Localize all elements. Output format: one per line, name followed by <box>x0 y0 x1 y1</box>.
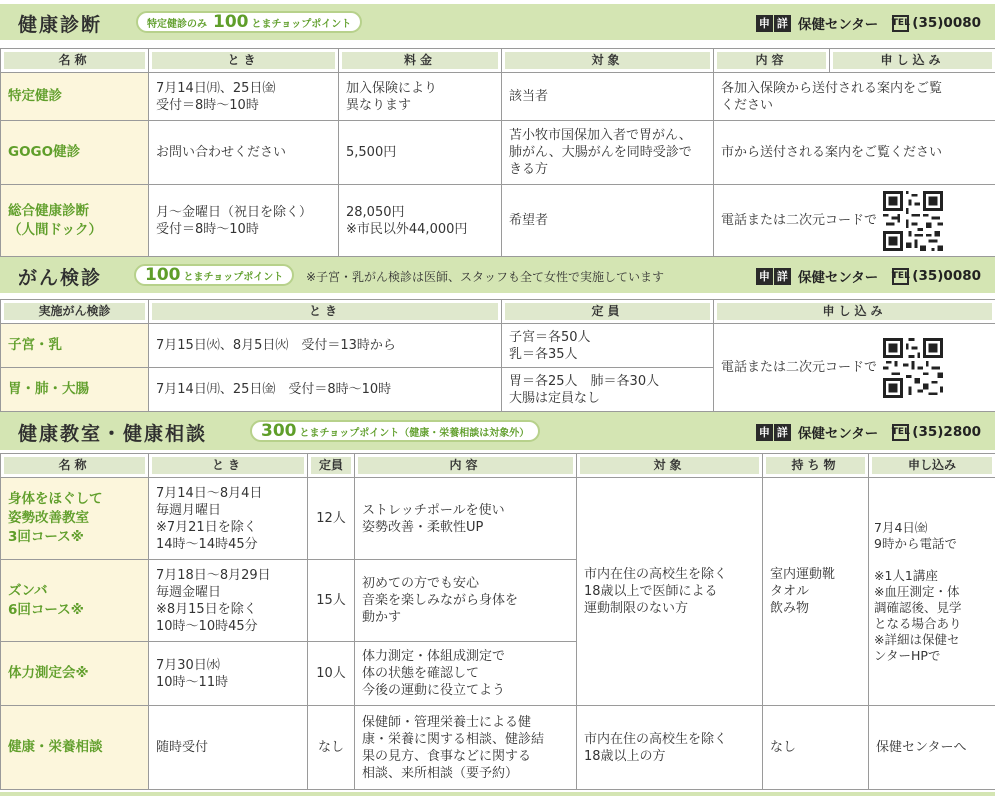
table-row <box>1 185 995 257</box>
table-row <box>1 73 995 121</box>
contact-phone[interactable]: (35)0080 <box>912 268 981 284</box>
row-content: 体力測定・体組成測定で 体の状態を確認して 今後の運動に役立てよう <box>355 642 577 706</box>
row-items: なし <box>763 706 869 790</box>
contact-center: 保健センター <box>797 426 879 442</box>
details-mark-icon: 詳 <box>774 15 791 32</box>
apply-mark-icon: 申 <box>756 424 773 441</box>
section-title: 健康教室・健康相談 <box>18 423 208 445</box>
contact-center: 保健センター <box>797 270 879 286</box>
contact-center: 保健センター <box>797 17 879 33</box>
row-when: 7月14日㈪、25日㈮ 受付＝8時〜10時 <box>149 368 502 412</box>
shared-items: 室内運動靴 タオル 飲み物 <box>763 478 869 706</box>
section-health-checkup-header <box>0 4 995 40</box>
row-capacity: 子宮＝各50人 乳＝各35人 <box>502 324 714 368</box>
col-header-when: とき <box>152 303 498 320</box>
row-capacity: 15人 <box>308 560 355 642</box>
points-badge <box>250 420 540 442</box>
row-name: 身体をほぐして 姿勢改善教室 3回コース※ <box>1 478 149 560</box>
row-when: 7月14日〜8月4日 毎週月曜日 ※7月21日を除く 14時〜14時45分 <box>149 478 308 560</box>
row-target: 苫小牧市国保加入者で胃がん、 肺がん、大腸がんを同時受診で きる方 <box>502 121 714 185</box>
points-badge-number: 300 <box>261 421 297 441</box>
row-name: ズンバ 6回コース※ <box>1 560 149 642</box>
row-when: 7月30日㈬ 10時〜11時 <box>149 642 308 706</box>
row-name: 胃・肺・大腸 <box>1 368 149 412</box>
row-name: 特定健診 <box>1 73 149 121</box>
contact-phone[interactable]: (35)2800 <box>912 424 981 440</box>
section-cancer-screening-header <box>0 257 995 293</box>
qr-code-icon[interactable] <box>883 191 943 251</box>
col-header-items: 持ち物 <box>766 457 865 474</box>
bottom-border <box>0 792 995 796</box>
phone-icon: TEL <box>892 15 909 32</box>
row-when: 月〜金曜日（祝日を除く） 受付＝8時〜10時 <box>149 185 339 257</box>
col-header-capacity: 定員 <box>505 303 710 320</box>
apply-mark-icon: 申 <box>756 15 773 32</box>
points-badge <box>136 11 362 33</box>
health-checkup-table <box>0 48 995 257</box>
section-health-class-header <box>0 412 995 450</box>
col-header-content: 内容 <box>358 457 573 474</box>
col-header-fee: 料金 <box>342 52 498 69</box>
row-when: 7月18日〜8月29日 毎週金曜日 ※8月15日を除く 10時〜10時45分 <box>149 560 308 642</box>
section-note: ※子宮・乳がん検診は医師、スタッフも全て女性で実施しています <box>306 270 665 284</box>
points-badge-prefix: 特定健診のみ <box>147 18 207 30</box>
row-target: 市内在住の高校生を除く 18歳以上の方 <box>577 706 763 790</box>
row-content: 初めての方でも安心 音楽を楽しみながら身体を 動かす <box>355 560 577 642</box>
row-name: 子宮・乳 <box>1 324 149 368</box>
health-class-table <box>0 453 995 790</box>
points-badge-number: 100 <box>145 265 181 285</box>
shared-apply: 7月4日㈮ 9時から電話で ※1人1講座 ※血圧測定・体 調確認後、見学 となる場合あり ※詳細は保健セ ンターHPで <box>869 478 995 706</box>
points-badge-label: とまチョップポイント <box>183 271 284 283</box>
table-row <box>1 478 995 560</box>
col-header-when: とき <box>152 52 335 69</box>
col-header-apply: 申し込み <box>833 52 992 69</box>
row-fee: 28,050円 ※市民以外44,000円 <box>339 185 502 257</box>
row-when: お問い合わせください <box>149 121 339 185</box>
contact-phone[interactable]: (35)0080 <box>912 15 981 31</box>
row-name: GOGO健診 <box>1 121 149 185</box>
row-when: 7月14日㈪、25日㈮ 受付＝8時〜10時 <box>149 73 339 121</box>
col-header-capacity: 定員 <box>311 457 351 474</box>
section-title: 健康診断 <box>18 14 103 36</box>
row-apply-cell <box>714 185 995 257</box>
row-target: 該当者 <box>502 73 714 121</box>
row-when: 随時受付 <box>149 706 308 790</box>
row-apply-cell <box>714 324 995 412</box>
row-when: 7月15日㈫、8月5日㈫ 受付＝13時から <box>149 324 502 368</box>
cancer-screening-table <box>0 299 995 412</box>
col-header-when: とき <box>152 457 304 474</box>
qr-code-icon[interactable] <box>883 338 943 398</box>
row-capacity: 12人 <box>308 478 355 560</box>
col-header-apply: 申し込み <box>717 303 992 320</box>
shared-target: 市内在住の高校生を除く 18歳以上で医師による 運動制限のない方 <box>577 478 763 706</box>
row-fee: 5,500円 <box>339 121 502 185</box>
details-mark-icon: 詳 <box>774 424 791 441</box>
col-header-target: 対象 <box>505 52 710 69</box>
points-badge-label: とまチョップポイント（健康・栄養相談は対象外） <box>299 427 530 439</box>
section-title: がん検診 <box>18 267 103 289</box>
row-apply: 電話または二次元コードで <box>721 360 878 375</box>
details-mark-icon: 詳 <box>774 268 791 285</box>
contact-info <box>756 266 981 286</box>
contact-info <box>756 422 981 442</box>
row-capacity: 10人 <box>308 642 355 706</box>
row-apply: 保健センターへ <box>869 706 995 790</box>
row-capacity: 胃＝各25人 肺＝各30人 大腸は定員なし <box>502 368 714 412</box>
col-header-content: 内容 <box>717 52 826 69</box>
row-name: 体力測定会※ <box>1 642 149 706</box>
col-header-apply: 申し込み <box>872 457 992 474</box>
row-content: 保健師・管理栄養士による健 康・栄養に関する相談、健診結 果の見方、食事などに関する 相談、来所相談（要予約） <box>355 706 577 790</box>
row-apply: 電話または二次元コードで <box>721 213 878 228</box>
table-row <box>1 706 995 790</box>
phone-icon: TEL <box>892 268 909 285</box>
col-header-screening: 実施がん検診 <box>4 303 145 320</box>
row-apply: 市から送付される案内をご覧ください <box>714 121 995 185</box>
row-apply: 各加入保険から送付される案内をご覧 ください <box>714 73 995 121</box>
row-name: 総合健康診断 （人間ドック） <box>1 185 149 257</box>
row-name: 健康・栄養相談 <box>1 706 149 790</box>
col-header-name: 名称 <box>4 52 145 69</box>
points-badge-label: とまチョップポイント <box>251 18 352 30</box>
col-header-name: 名称 <box>4 457 145 474</box>
row-target: 希望者 <box>502 185 714 257</box>
table-row <box>1 121 995 185</box>
apply-mark-icon: 申 <box>756 268 773 285</box>
table-row <box>1 324 995 368</box>
points-badge-number: 100 <box>213 12 249 32</box>
col-header-target: 対象 <box>580 457 759 474</box>
phone-icon: TEL <box>892 424 909 441</box>
row-content: ストレッチポールを使い 姿勢改善・柔軟性UP <box>355 478 577 560</box>
contact-info <box>756 13 981 33</box>
row-capacity: なし <box>308 706 355 790</box>
points-badge <box>134 264 294 286</box>
row-fee: 加入保険により 異なります <box>339 73 502 121</box>
